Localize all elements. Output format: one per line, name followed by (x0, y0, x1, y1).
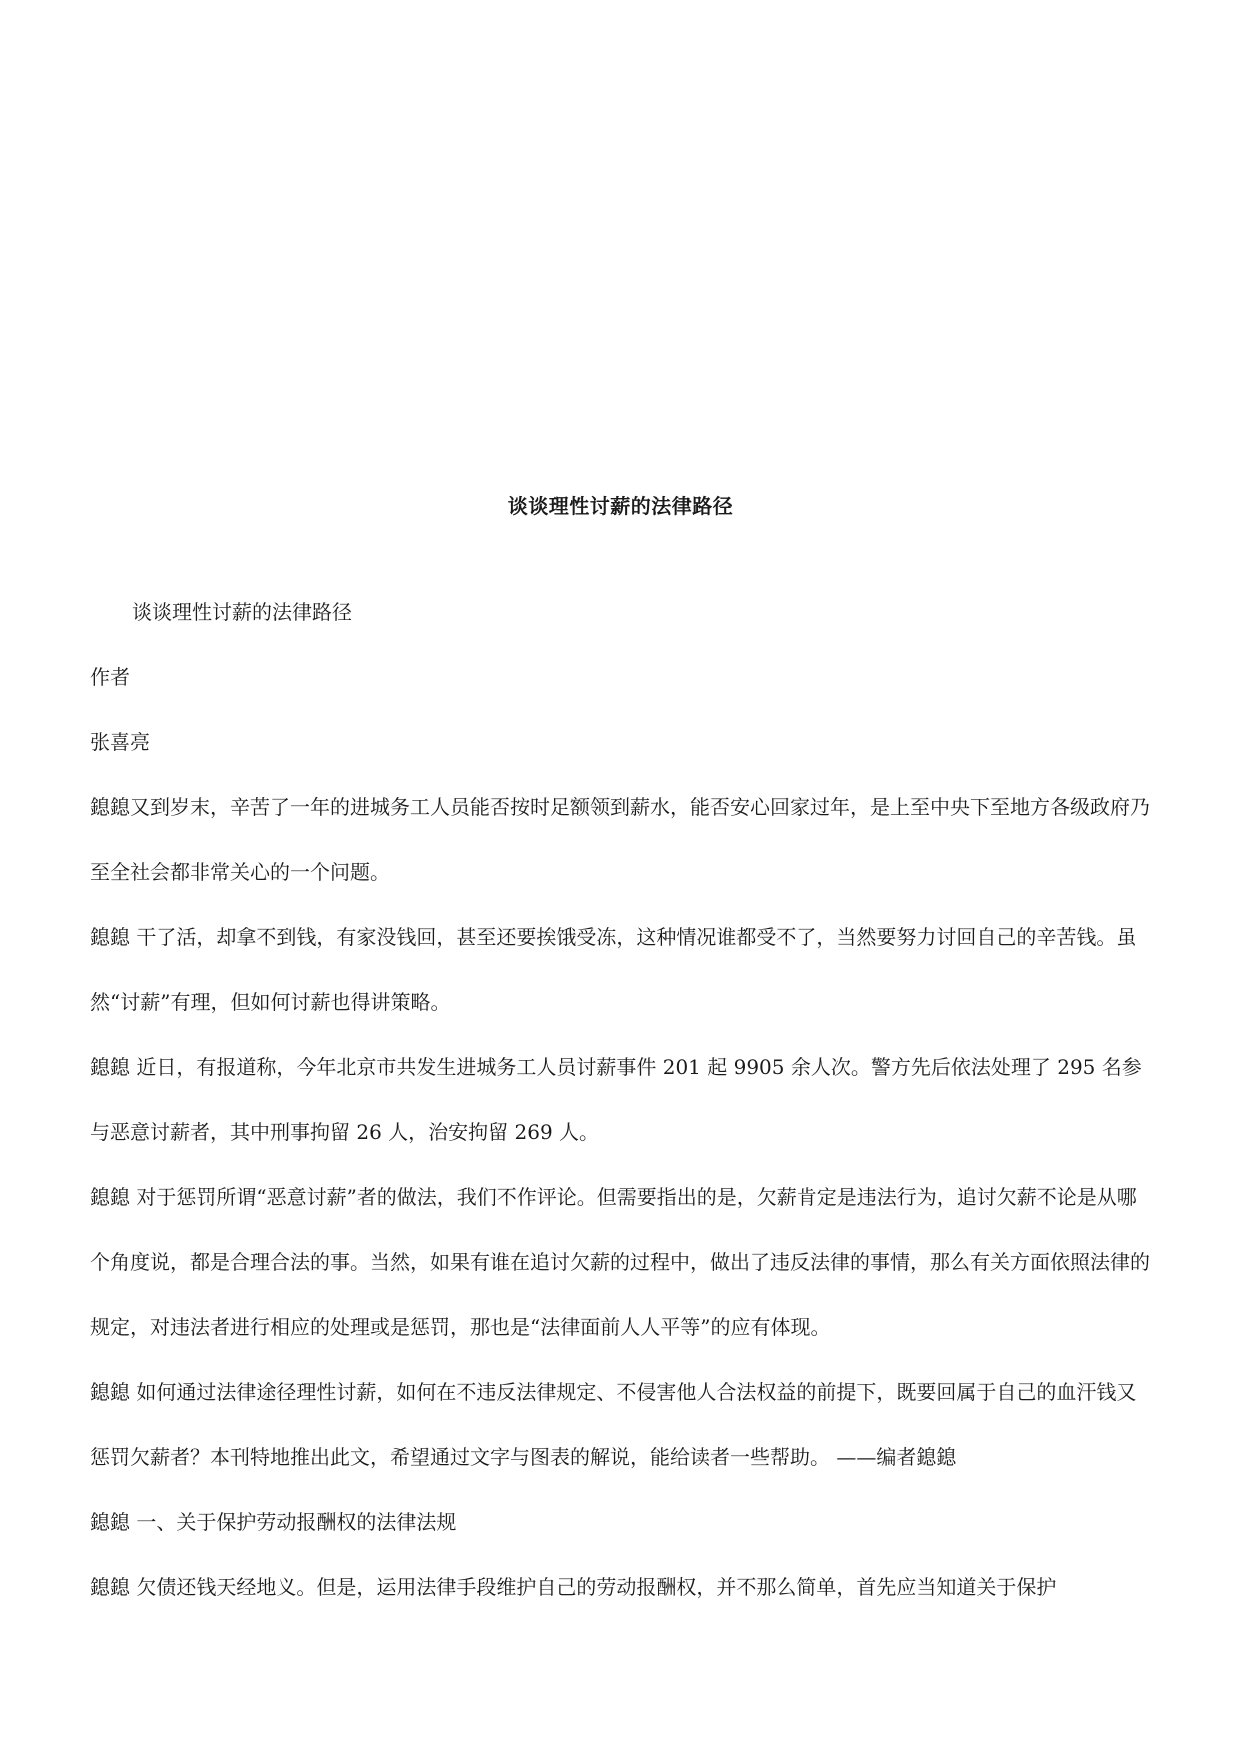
section-heading: 鎴鎴 一、关于保护劳动报酬权的法律法规 (90, 1510, 457, 1534)
document-body (90, 580, 1156, 1620)
document-title: 谈谈理性讨薪的法律路径 (507, 494, 734, 518)
paragraph: 鎴鎴又到岁末，辛苦了一年的进城务工人员能否按时足额领到薪水，能否安心回家过年，是上至中央下至地方各级政府乃至全社会都非常关心的一个问题。 (90, 795, 1150, 884)
paragraph-author-name: 张喜亮 (90, 730, 150, 754)
paragraph-subtitle: 谈谈理性讨薪的法律路径 (132, 600, 352, 624)
paragraph: 鎴鎴 欠债还钱天经地义。但是，运用法律手段维护自己的劳动报酬权，并不那么简单，首先应当知道关于保护 (90, 1575, 1057, 1599)
paragraph: 鎴鎴 如何通过法律途径理性讨薪，如何在不违反法律规定、不侵害他人合法权益的前提下，既要回属于自己的血汗钱又惩罚欠薪者？本刊特地推出此文，希望通过文字与图表的解说，能给读者一些帮助。 ——编者鎴鎴 (90, 1380, 1137, 1469)
paragraph: 鎴鎴 近日，有报道称，今年北京市共发生进城务工人员讨薪事件 201 起 9905 余人次。警方先后依法处理了 295 名参与恶意讨薪者，其中刑事拘留 26 人，治安拘留 269 人。 (90, 1055, 1142, 1144)
paragraph-author-label: 作者 (90, 665, 130, 689)
paragraph: 鎴鎴 对于惩罚所谓“恶意讨薪”者的做法，我们不作评论。但需要指出的是，欠薪肯定是违法行为，追讨欠薪不论是从哪个角度说，都是合理合法的事。当然，如果有谁在追讨欠薪的过程中，做出了违反法律的事情，那么有关方面依照法律的规定，对违法者进行相应的处理或是惩罚，那也是“法律面前人人平等”的应有体现。 (90, 1185, 1150, 1339)
paragraph: 鎴鎴 干了活，却拿不到钱，有家没钱回，甚至还要挨饿受冻，这种情况谁都受不了，当然要努力讨回自己的辛苦钱。虽然“讨薪”有理，但如何讨薪也得讲策略。 (90, 925, 1137, 1014)
